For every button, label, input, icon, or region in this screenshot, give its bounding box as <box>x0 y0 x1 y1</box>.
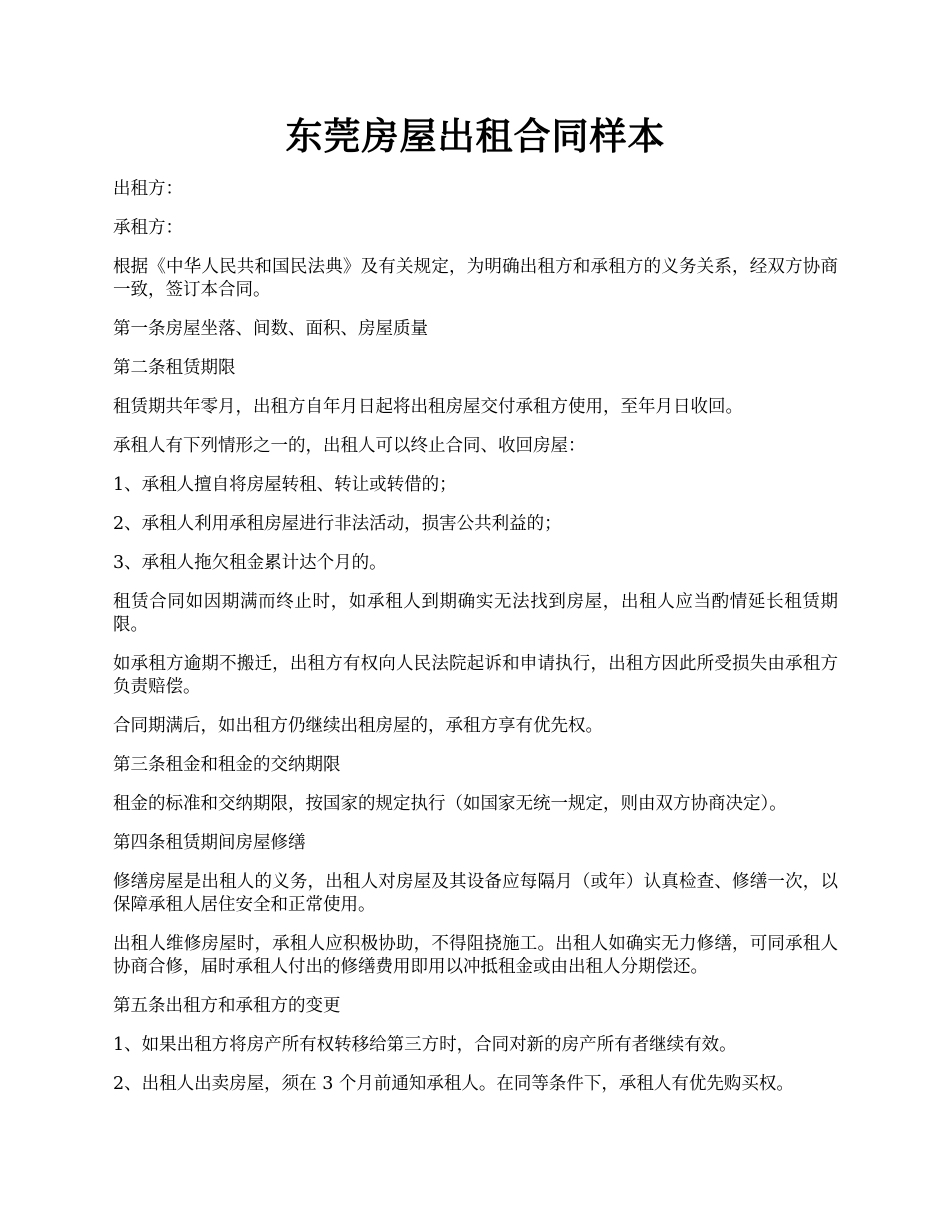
repair-cooperation-paragraph: 出租人维修房屋时，承租人应积极协助，不得阻挠施工。出租人如确实无力修缮，可同承租人协商合修，届时承租人付出的修缮费用即用以冲抵租金或由出租人分期偿还。 <box>113 934 838 977</box>
priority-renewal-paragraph: 合同期满后，如出租方仍继续出租房屋的，承租方享有优先权。 <box>113 716 603 736</box>
document-body <box>113 178 838 1096</box>
article-2-heading: 第二条租赁期限 <box>113 358 236 378</box>
overdue-move-out-paragraph: 如承租方逾期不搬迁，出租方有权向人民法院起诉和申请执行，出租方因此所受损失由承租方负责赔偿。 <box>113 654 838 697</box>
party-lessor-line: 出租方： <box>113 179 183 199</box>
termination-intro-paragraph: 承租人有下列情形之一的，出租人可以终止合同、收回房屋： <box>113 436 586 456</box>
lease-term-paragraph: 租赁期共年零月，出租方自年月日起将出租房屋交付承租方使用，至年月日收回。 <box>113 397 743 417</box>
article-1-heading: 第一条房屋坐落、间数、面积、房屋质量 <box>113 319 428 339</box>
repair-duty-paragraph: 修缮房屋是出租人的义务，出租人对房屋及其设备应每隔月（或年）认真检查、修缮一次，以保障承租人居住安全和正常使用。 <box>113 872 838 915</box>
article-4-heading: 第四条租赁期间房屋修缮 <box>113 833 306 853</box>
transfer-item-1: 1、如果出租方将房产所有权转移给第三方时，合同对新的房产所有者继续有效。 <box>113 1035 737 1055</box>
rent-standard-paragraph: 租金的标准和交纳期限，按国家的规定执行（如国家无统一规定，则由双方协商决定）。 <box>113 794 787 814</box>
termination-item-2: 2、承租人利用承租房屋进行非法活动，损害公共利益的； <box>113 514 562 534</box>
document-title: 东莞房屋出租合同样本 <box>285 114 666 158</box>
article-3-heading: 第三条租金和租金的交纳期限 <box>113 755 341 775</box>
party-lessee-line: 承租方： <box>113 218 183 238</box>
article-5-heading: 第五条出租方和承租方的变更 <box>113 996 341 1016</box>
transfer-item-2: 2、出租人出卖房屋，须在 3 个月前通知承租人。在同等条件下，承租人有优先购买权。 <box>113 1074 794 1094</box>
termination-item-3: 3、承租人拖欠租金累计达个月的。 <box>113 553 387 573</box>
expiry-extension-paragraph: 租赁合同如因期满而终止时，如承租人到期确实无法找到房屋，出租人应当酌情延长租赁期限。 <box>113 592 838 635</box>
preamble-paragraph: 根据《中华人民共和国民法典》及有关规定，为明确出租方和承租方的义务关系，经双方协商一致，签订本合同。 <box>113 257 838 300</box>
termination-item-1: 1、承租人擅自将房屋转租、转让或转借的； <box>113 475 457 495</box>
